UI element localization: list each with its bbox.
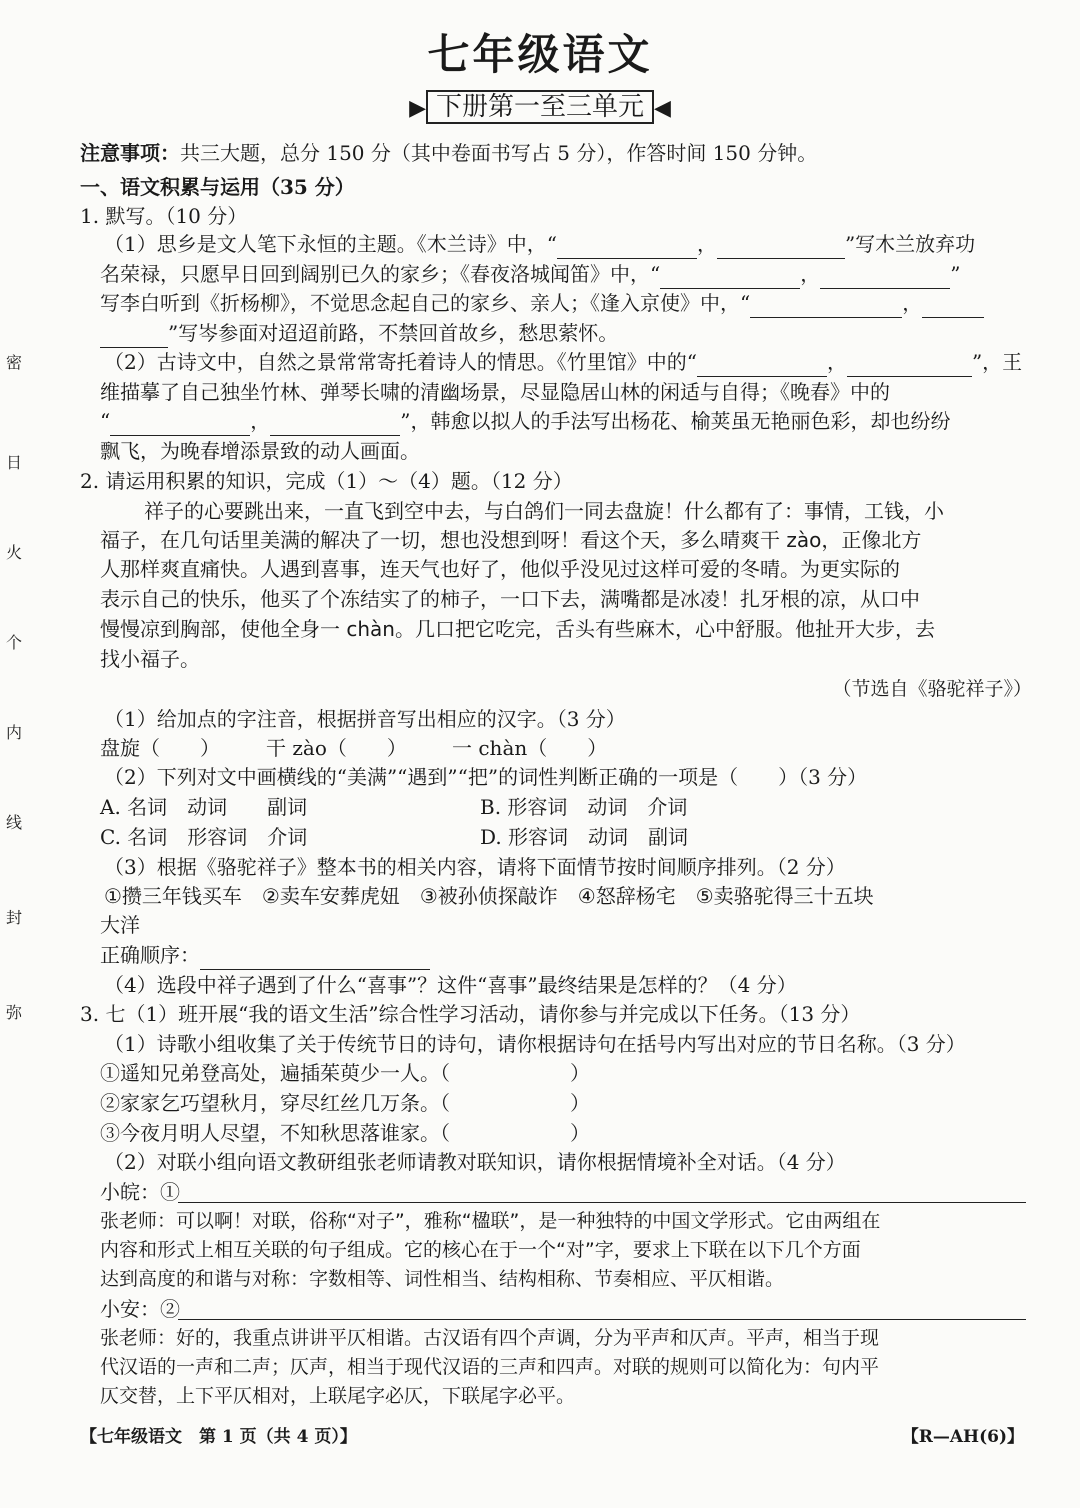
triangle-right-icon: ▶	[409, 96, 426, 121]
dialogue-xiaowan: 小皖：①	[100, 1180, 180, 1204]
question-stem: 3. 七（1）班开展“我的语文生活”综合性学习活动，请你参与并完成以下任务。（13 分）	[80, 1002, 861, 1026]
pinyin-item[interactable]: 盘旋（ ）	[100, 736, 220, 760]
passage-line: 表示自己的快乐，他买了个冻结实了的柿子，一口下去，满嘴都是冰凌！扎牙根的凉，从口中	[100, 587, 920, 611]
dialogue-xiaoan: 小安：②	[100, 1297, 180, 1321]
answer-blank[interactable]	[110, 413, 250, 436]
answer-blank[interactable]	[750, 295, 902, 318]
pinyin-item[interactable]: 一 chàn（ ）	[452, 736, 608, 760]
passage-line: 找小福子。	[100, 647, 200, 671]
gutter-char: 线	[5, 813, 22, 832]
option-d[interactable]: D. 形容词 动词 副词	[480, 825, 689, 849]
answer-blank[interactable]	[660, 266, 800, 289]
question-text: （2）对联小组向语文教研组张老师请教对联知识，请你根据情境补全对话。（4 分）	[104, 1150, 846, 1174]
footer-code: 【R—AH(6)】	[901, 1427, 1024, 1447]
order-answer: 正确顺序：	[100, 940, 430, 970]
question-text: 飘飞，为晚春增添景致的动人画面。	[100, 439, 420, 463]
pinyin-item[interactable]: 干 zào（ ）	[266, 736, 407, 760]
poem-item[interactable]: ②家家乞巧望秋月，穿尽红丝几万条。（ ）	[100, 1091, 590, 1115]
answer-blank[interactable]	[200, 947, 430, 970]
passage-line: 慢慢凉到胸部，使他全身一 chàn。几口把它吃完，舌头有些麻木，心中舒服。他扯开大步，去	[100, 617, 935, 641]
answer-line[interactable]	[178, 1202, 1026, 1203]
option-a[interactable]: A. 名词 动词 副词	[100, 795, 308, 819]
notice: 注意事项：共三大题，总分 150 分（其中卷面书写占 5 分），作答时间 150 分钟。	[80, 141, 818, 165]
answer-blank[interactable]	[820, 266, 950, 289]
answer-blank[interactable]	[717, 236, 845, 259]
page-title: 七年级语文	[427, 30, 653, 79]
gutter-char: 内	[5, 723, 22, 742]
question-text: （4）选段中祥子遇到了什么“喜事”？这件“喜事”最终结果是怎样的？（4 分）	[104, 973, 797, 997]
event-list: 大洋	[100, 913, 140, 937]
answer-blank[interactable]	[847, 354, 972, 377]
triangle-left-icon: ◀	[654, 96, 671, 121]
question-text: ”写岑参面对迢迢前路，不禁回首故乡，愁思萦怀。	[100, 318, 618, 348]
option-b[interactable]: B. 形容词 动词 介词	[480, 795, 688, 819]
page-subtitle: ▶ 下册第一至三单元 ◀	[409, 92, 671, 122]
passage-line: 福子，在几句话里美满的解决了一切，想也没想到呀！看这个天，多么晴爽干 zào，正像北方	[100, 528, 922, 552]
question-stem: 1. 默写。（10 分）	[80, 204, 248, 228]
dialogue-teacher: 代汉语的一声和二声；仄声，相当于现代汉语的三声和四声。对联的规则可以简化为：句内平	[100, 1356, 880, 1378]
gutter-char: 弥	[5, 1003, 22, 1022]
answer-line[interactable]	[178, 1319, 1026, 1320]
passage-line: 人那样爽直痛快。人遇到喜事，连天气也好了，他似乎没见过这样可爱的冬晴。为更实际的	[100, 557, 900, 581]
question-text: （3）根据《骆驼祥子》整本书的相关内容，请将下面情节按时间顺序排列。（2 分）	[104, 855, 846, 879]
answer-blank[interactable]	[557, 236, 697, 259]
question-text: 名荣禄，只愿早日回到阔别已久的家乡；《春夜洛城闻笛》中，“ ， ”	[100, 259, 960, 289]
dialogue-teacher: 达到高度的和谐与对称：字数相等、词性相当、结构相称、节奏相应、平仄相谐。	[100, 1268, 785, 1290]
question-text: 维描摹了自己独坐竹林、弹琴长啸的清幽场景，尽显隐居山林的闲适与自得；《晚春》中的	[100, 380, 890, 404]
question-text: （2）古诗文中，自然之景常常寄托着诗人的情思。《竹里馆》中的“ ， ”，王	[104, 347, 1022, 377]
dialogue-teacher: 张老师：好的，我重点讲讲平仄相谐。古汉语有四个声调，分为平声和仄声。平声，相当于现	[100, 1327, 880, 1349]
event-list: ①攒三年钱买车 ②卖车安葬虎妞 ③被孙侦探敲诈 ④怒辞杨宅 ⑤卖骆驼得三十五块	[104, 884, 874, 908]
question-text: “ ， ”，韩愈以拟人的手法写出杨花、榆荚虽无艳丽色彩，却也纷纷	[100, 406, 950, 436]
question-text: （1）思乡是文人笔下永恒的主题。《木兰诗》中，“ ， ”写木兰放弃功	[104, 229, 975, 259]
option-c[interactable]: C. 名词 形容词 介词	[100, 825, 308, 849]
gutter-char: 密	[5, 353, 22, 372]
dialogue-teacher: 仄交替，上下平仄相对，上联尾字必仄，下联尾字必平。	[100, 1385, 576, 1407]
question-text: （2）下列对文中画横线的“美满”“遇到”“把”的词性判断正确的一项是（ ）（3 分）	[104, 765, 868, 789]
question-text: （1）给加点的字注音，根据拼音写出相应的汉字。（3 分）	[104, 707, 626, 731]
gutter-char: 火	[5, 543, 22, 562]
passage-source: （节选自《骆驼祥子》）	[832, 678, 1032, 700]
answer-blank[interactable]	[922, 295, 984, 318]
question-stem: 2. 请运用积累的知识，完成（1）～（4）题。（12 分）	[80, 469, 573, 493]
dialogue-teacher: 内容和形式上相互关联的句子组成。它的核心在于一个“对”字，要求上下联在以下几个方面	[100, 1239, 861, 1261]
passage-line: 祥子的心要跳出来，一直飞到空中去，与白鸽们一同去盘旋！什么都有了：事情，工钱，小	[144, 499, 944, 523]
dialogue-teacher: 张老师：可以啊！对联，俗称“对子”，雅称“楹联”，是一种独特的中国文学形式。它由两组在	[100, 1210, 881, 1232]
answer-blank[interactable]	[100, 325, 168, 348]
question-text: （1）诗歌小组收集了关于传统节日的诗句，请你根据诗句在括号内写出对应的节日名称。（3 分）	[104, 1032, 966, 1056]
answer-blank[interactable]	[697, 354, 827, 377]
answer-blank[interactable]	[270, 413, 400, 436]
question-text: 写李白听到《折杨柳》，不觉思念起自己的家乡、亲人；《逢入京使》中，“ ，	[100, 288, 984, 318]
poem-item[interactable]: ①遥知兄弟登高处，遍插茱萸少一人。（ ）	[100, 1061, 590, 1085]
gutter-char: 个	[5, 633, 22, 652]
footer-page-info: 【七年级语文 第 1 页（共 4 页）】	[80, 1427, 357, 1447]
section-heading: 一、语文积累与运用（35 分）	[80, 175, 355, 199]
gutter-char: 封	[5, 908, 22, 927]
poem-item[interactable]: ③今夜月明人尽望，不知秋思落谁家。（ ）	[100, 1121, 590, 1145]
gutter-char: 日	[5, 453, 22, 472]
